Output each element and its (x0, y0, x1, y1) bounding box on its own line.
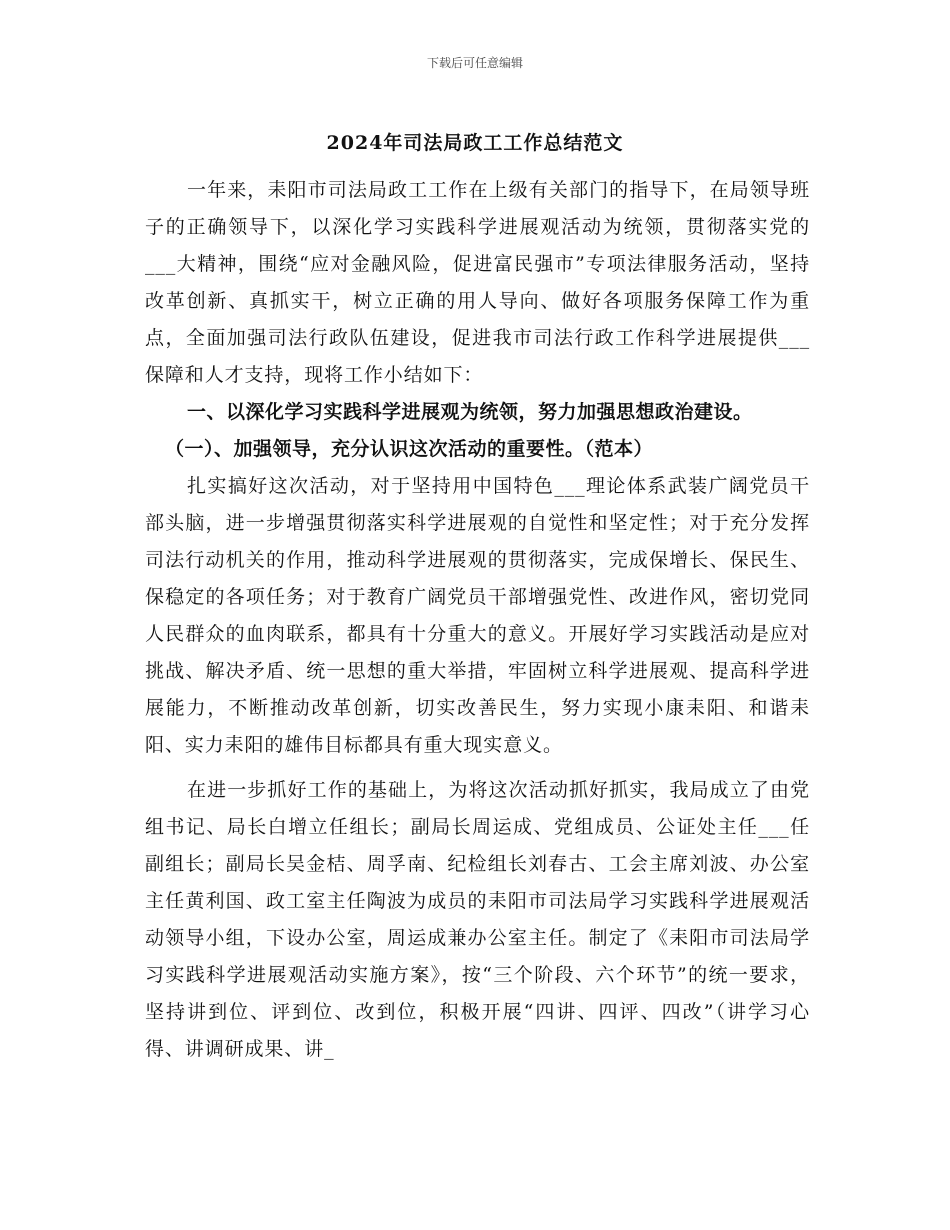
intro-paragraph: 一年来，耒阳市司法局政工工作在上级有关部门的指导下，在局领导班子的正确领导下，以深化学习实践科学进展观活动为统领，贯彻落实党的___大精神，围绕“应对金融风险，促进富民强市”专项法律服务活动，坚持改革创新、真抓实干，树立正确的用人导向、做好各项服务保障工作为重点，全面加强司法行政队伍建设，促进我市司法行政工作科学进展提供___保障和人才支持，现将工作小结如下： (145, 179, 810, 386)
section-heading-1: 一、以深化学习实践科学进展观为统领，努力加强思想政治建设。 (187, 401, 753, 423)
body-paragraph-2: 在进一步抓好工作的基础上，为将这次活动抓好抓实，我局成立了由党组书记、局长白增立任组长；副局长周运成、党组成员、公证处主任___任副组长；副局长吴金桔、周孚南、纪检组长刘春古、工会主席刘波、办公室主任黄利国、政工室主任陶波为成员的耒阳市司法局学习实践科学进展观活动领导小组，下设办公室，周运成兼办公室主任。制定了《耒阳市司法局学习实践科学进展观活动实施方案》，按“三个阶段、六个环节”的统一要求，坚持讲到位、评到位、改到位，积极开展“四讲、四评、四改”（讲学习心得、讲调研成果、讲_ (145, 779, 810, 1060)
document-title: 2024年司法局政工工作总结范文 (326, 132, 624, 154)
document-body (145, 172, 810, 1068)
subsection-heading-1: （一）、加强领导，充分认识这次活动的重要性。（范本） (165, 438, 654, 460)
body-paragraph-1: 扎实搞好这次活动，对于坚持用中国特色___理论体系武装广阔党员干部头脑，进一步增强贯彻落实科学进展观的自觉性和坚定性；对于充分发挥司法行动机关的作用，推动科学进展观的贯彻落实，完成保增长、保民生、保稳定的各项任务；对于教育广阔党员干部增强党性、改进作风，密切党同人民群众的血肉联系，都具有十分重大的意义。开展好学习实践活动是应对挑战、解决矛盾、统一思想的重大举措，牢固树立科学进展观、提高科学进展能力，不断推动改革创新，切实改善民生，努力实现小康耒阳、和谐耒阳、实力耒阳的雄伟目标都具有重大现实意义。 (145, 475, 810, 756)
page-header-note: 下载后可任意编辑 (426, 56, 523, 70)
